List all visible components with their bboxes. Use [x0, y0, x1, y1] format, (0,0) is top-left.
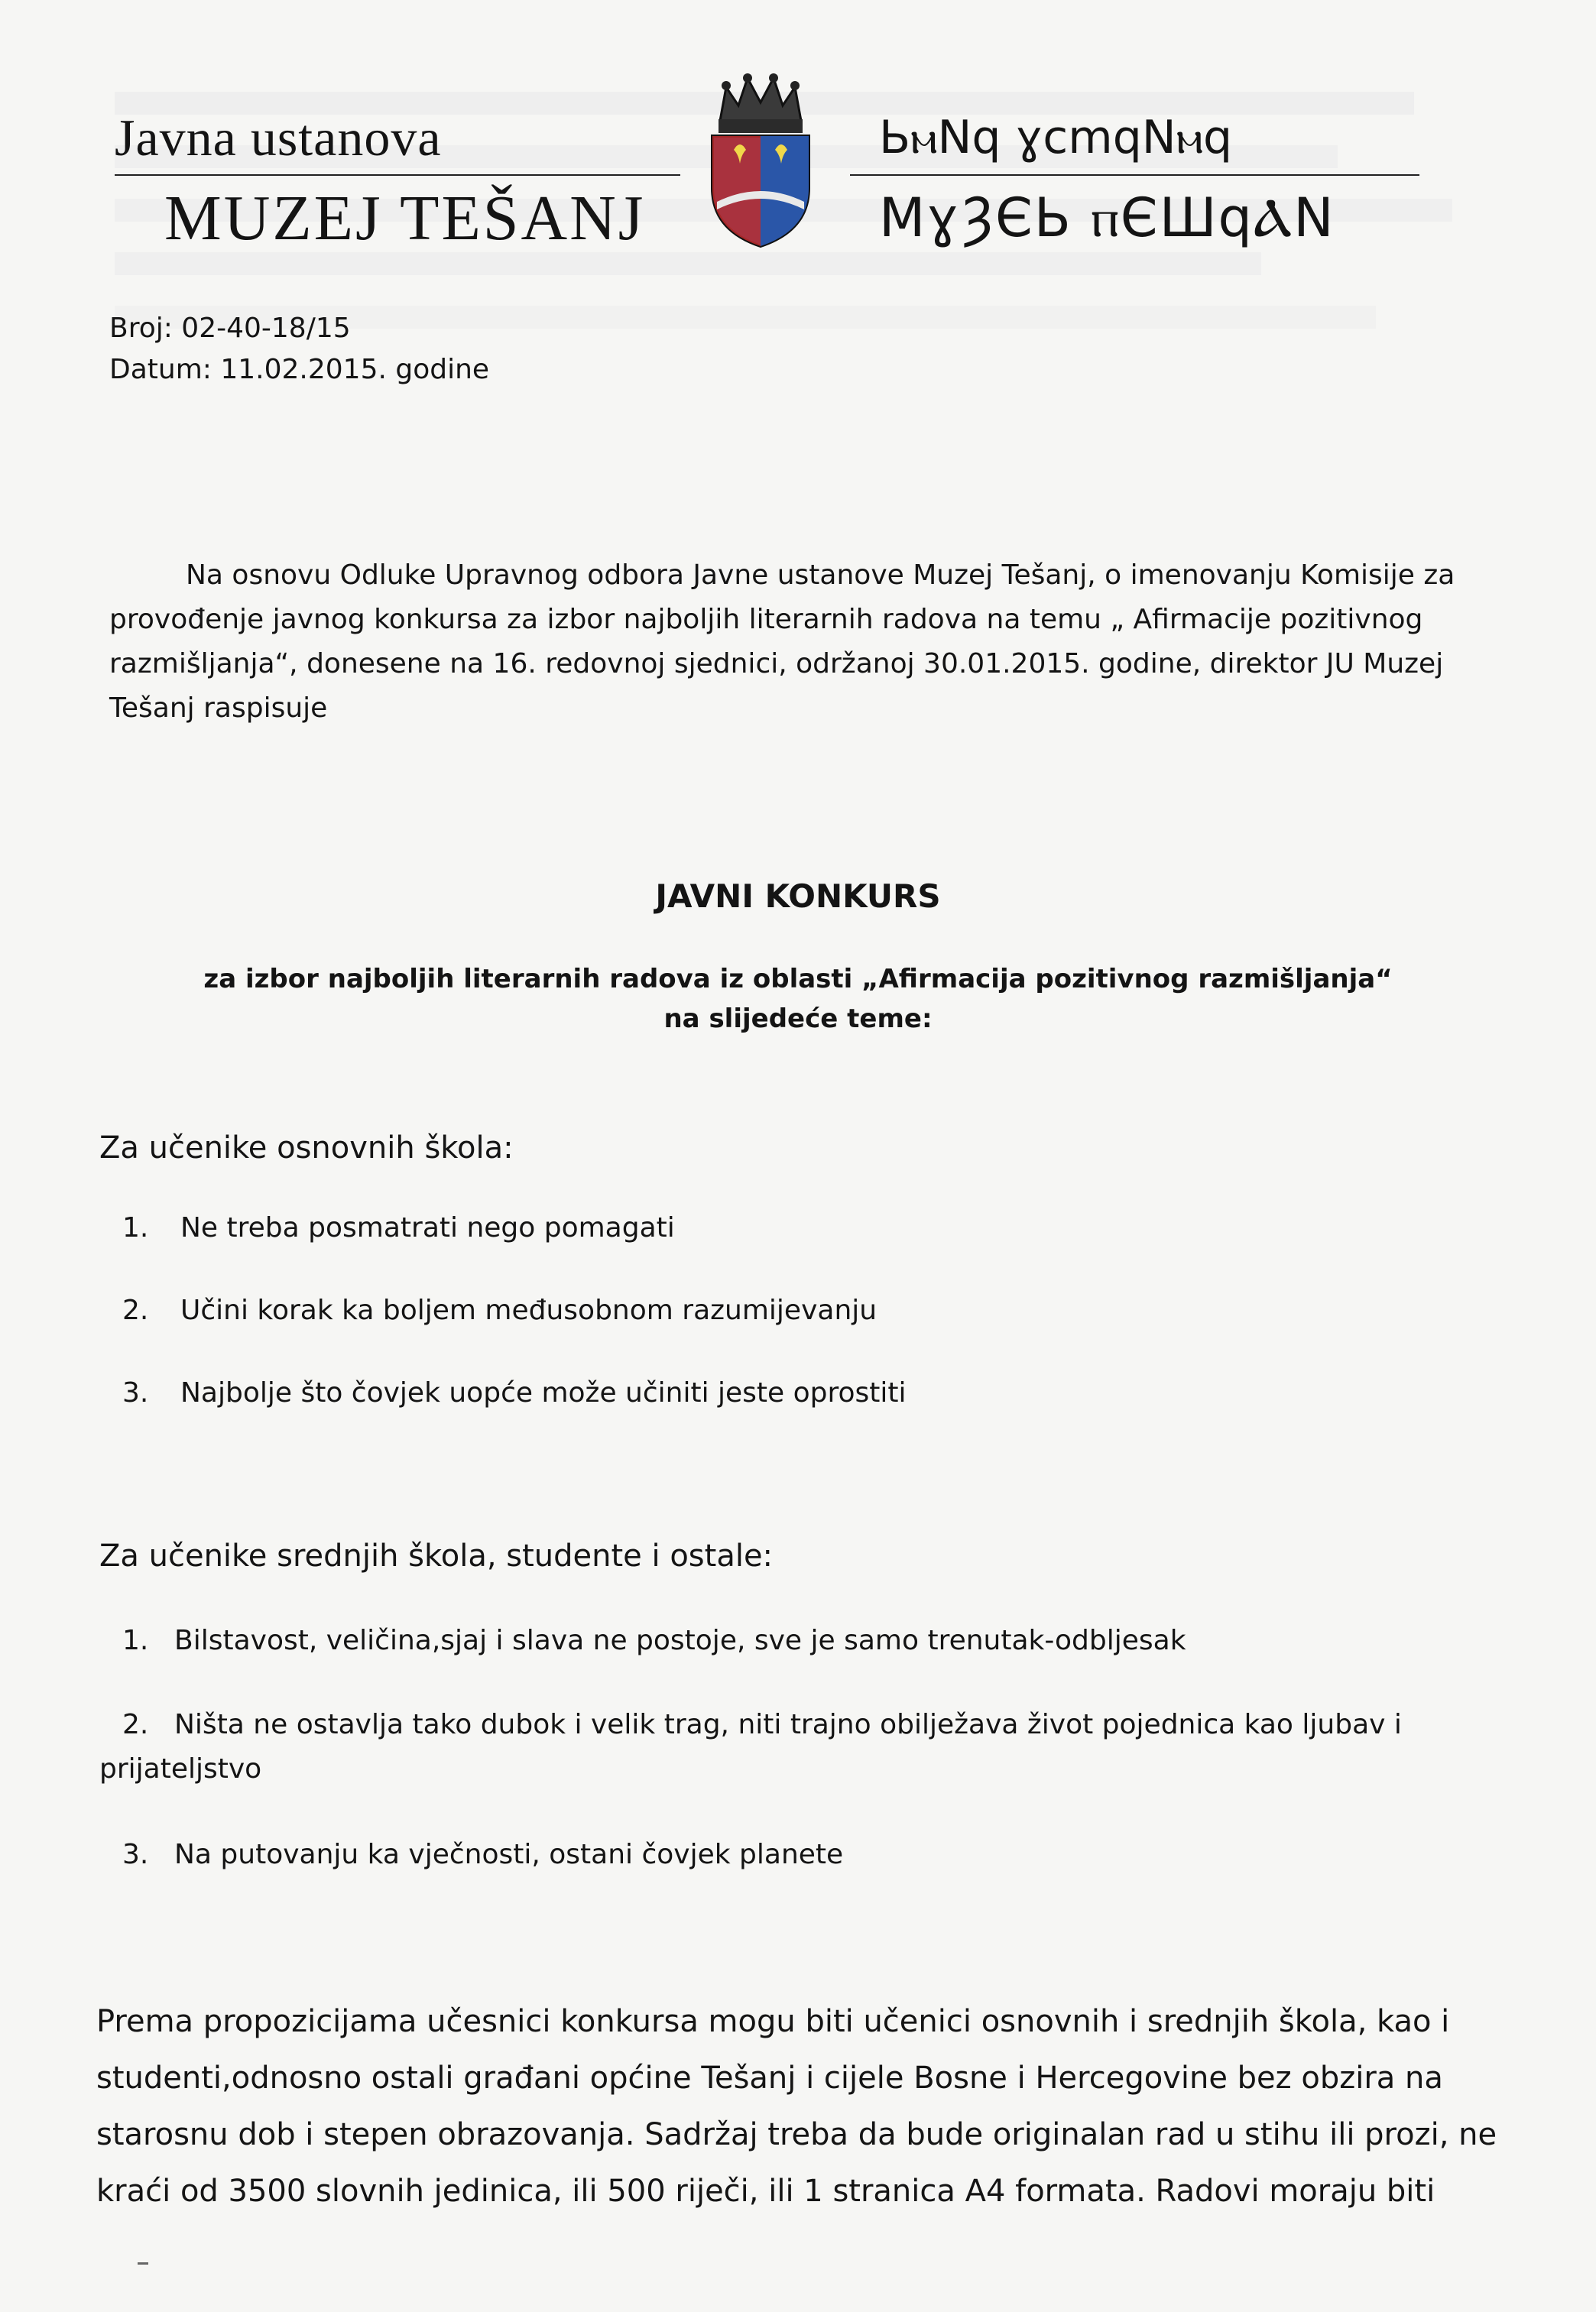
intro-line-2: provođenje javnog konkursa za izbor najboljih literarnih radova na temu „ Afirmacije pozitivnog	[109, 604, 1423, 635]
institution-name-latin-line2: MUZEJ TEŠANJ	[164, 183, 646, 254]
document-title: JAVNI KONKURS	[655, 877, 941, 915]
secondary-item-1	[122, 1620, 1186, 1662]
primary-item-1-text: Ne treba posmatrati nego pomagati	[180, 1212, 675, 1244]
secondary-item-3-text: Na putovanju ka vječnosti, ostani čovjek planete	[174, 1839, 844, 1870]
secondary-heading: Za učenike srednjih škola, studente i ostale:	[99, 1539, 774, 1574]
secondary-item-2-continuation: prijateljstvo	[99, 1753, 262, 1785]
eligibility-line-2: studenti,odnosno ostali građani općine Tešanj i cijele Bosne i Hercegovine bez obzira na	[96, 2061, 1443, 2096]
header-rule-right	[850, 174, 1419, 176]
intro-line-1: Na osnovu Odluke Upravnog odbora Javne ustanove Muzej Tešanj, o imenovanju Komisije za	[186, 559, 1455, 591]
secondary-item-3-number: 3.	[122, 1839, 149, 1870]
eligibility-line-3: starosnu dob i stepen obrazovanja. Sadržaj treba da bude originalan rad u stihu ili prozi, ne	[96, 2117, 1497, 2152]
document-number: Broj: 02-40-18/15	[109, 313, 351, 344]
document-subtitle-line1: za izbor najboljih literarnih radova iz oblasti „Afirmacija pozitivnog razmišljanja“	[203, 964, 1393, 994]
stray-mark	[138, 2262, 148, 2265]
eligibility-line-1: Prema propozicijama učesnici konkursa mogu biti učenici osnovnih i srednjih škola, kao i	[96, 2004, 1450, 2039]
secondary-item-2-number: 2.	[122, 1709, 149, 1740]
institution-name-latin-line1: Javna ustanova	[115, 109, 442, 167]
primary-item-3-number: 3.	[122, 1377, 149, 1409]
secondary-item-3	[122, 1834, 843, 1876]
primary-item-3	[122, 1373, 907, 1414]
eligibility-line-4: kraći od 3500 slovnih jedinica, ili 500 riječi, ili 1 stranica A4 formata. Radovi moraju biti	[96, 2174, 1435, 2209]
primary-item-1-number: 1.	[122, 1212, 149, 1244]
institution-name-bosancica-line2: MɣȜЄЬ ⲡЄШԛⲀN	[879, 186, 1335, 249]
eligibility-paragraph	[96, 1993, 1541, 2220]
primary-item-1	[122, 1208, 675, 1249]
institution-name-bosancica-line1: ЬⲙNԛ ɣcmԛNⲙԛ	[879, 111, 1233, 164]
coat-of-arms-emblem	[703, 73, 818, 249]
primary-item-2-text: Učini korak ka boljem međusobnom razumijevanju	[180, 1295, 877, 1326]
primary-heading: Za učenike osnovnih škola:	[99, 1130, 514, 1166]
document-subtitle-line2: na slijedeće teme:	[663, 1004, 933, 1034]
primary-item-2	[122, 1290, 877, 1331]
primary-item-3-text: Najbolje što čovjek uopće može učiniti jeste oprostiti	[180, 1377, 907, 1409]
intro-line-3: razmišljanja“, donesene na 16. redovnoj sjednici, održanoj 30.01.2015. godine, direktor JU Muzej	[109, 648, 1444, 679]
intro-line-4: Tešanj raspisuje	[109, 692, 328, 724]
secondary-item-1-text: Bilstavost, veličina,sjaj i slava ne postoje, sve je samo trenutak-odbljesak	[174, 1625, 1186, 1656]
primary-item-2-number: 2.	[122, 1295, 149, 1326]
secondary-item-2-text: Ništa ne ostavlja tako dubok i velik trag, niti trajno obilježava život pojednica kao ljubav i	[174, 1709, 1402, 1740]
secondary-item-1-number: 1.	[122, 1625, 149, 1656]
header-rule-left	[115, 174, 680, 176]
intro-paragraph	[109, 553, 1531, 731]
secondary-item-2	[99, 1703, 1536, 1792]
document-date: Datum: 11.02.2015. godine	[109, 354, 490, 385]
